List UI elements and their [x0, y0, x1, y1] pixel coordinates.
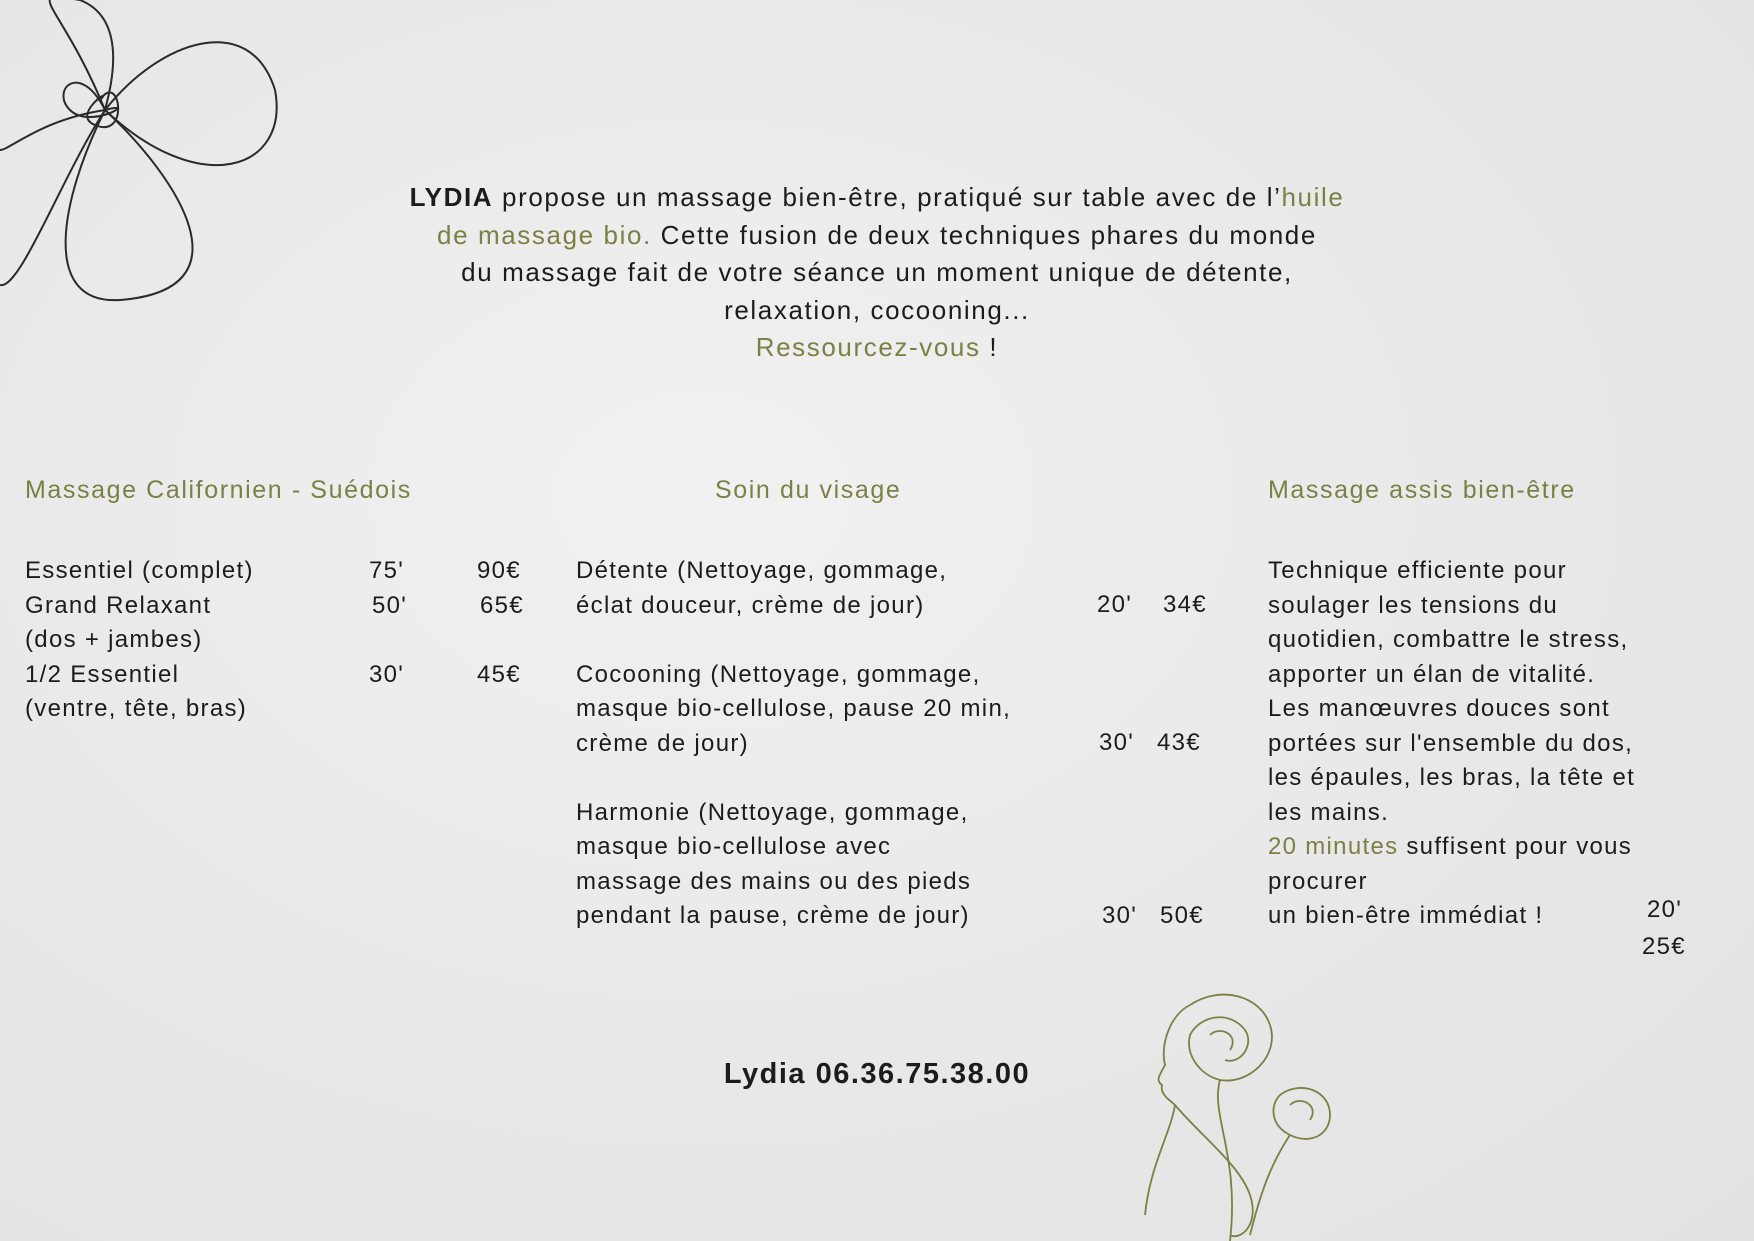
price-list-californien: [25, 554, 254, 727]
description-assis: [1268, 554, 1635, 934]
item-price: 25€: [1642, 933, 1686, 960]
section-title-assis: Massage assis bien-être: [1268, 476, 1576, 504]
intro-text: Cette fusion de deux techniques phares du monde: [651, 219, 1317, 250]
intro-highlight: huile: [1281, 182, 1345, 212]
description-line: les épaules, les bras, la tête et: [1268, 764, 1636, 791]
intro-text: du massage fait de votre séance un moment unique de détente,: [461, 257, 1293, 287]
item-description: Cocooning (Nettoyage, gommage,: [576, 660, 981, 688]
item-name: (dos + jambes): [25, 626, 203, 653]
intro-text: !: [980, 332, 999, 362]
item-description: crème de jour): [576, 729, 749, 757]
description-line: Technique efficiente pour: [1268, 557, 1567, 584]
intro-highlight: de massage bio.: [437, 219, 652, 250]
duration-highlight: 20 minutes: [1268, 833, 1399, 860]
item-description: masque bio-cellulose avec: [576, 833, 892, 860]
intro-highlight: Ressourcez-vous: [755, 332, 981, 362]
item-name: 1/2 Essentiel: [25, 660, 180, 688]
item-name: Essentiel (complet): [25, 557, 254, 584]
item-price: 34€: [1163, 591, 1207, 618]
prices-californien: [477, 554, 524, 692]
item-price: 90€: [477, 557, 521, 584]
item-description: Détente (Nettoyage, gommage,: [576, 557, 948, 584]
price-list-visage: [576, 554, 1011, 934]
item-description: pendant la pause, crème de jour): [576, 902, 970, 929]
item-name: (ventre, tête, bras): [25, 695, 248, 722]
description-line: portées sur l'ensemble du dos,: [1268, 729, 1634, 757]
description-line: quotidien, combattre le stress,: [1268, 626, 1629, 653]
intro-text: relaxation, cocooning...: [724, 294, 1030, 325]
section-title-visage: Soin du visage: [715, 476, 902, 504]
item-duration: 50': [372, 591, 408, 619]
item-description: massage des mains ou des pieds: [576, 867, 972, 895]
item-description: masque bio-cellulose, pause 20 min,: [576, 695, 1012, 722]
description-line: soulager les tensions du: [1268, 591, 1559, 619]
item-duration: 20': [1647, 896, 1683, 923]
item-price: 50€: [1160, 902, 1204, 929]
item-description: éclat douceur, crème de jour): [576, 591, 925, 619]
item-duration: 30': [1102, 902, 1138, 929]
woman-rose-illustration: [1130, 985, 1360, 1241]
item-duration: 30': [369, 660, 405, 688]
description-line: apporter un élan de vitalité.: [1268, 660, 1596, 688]
item-price: 43€: [1157, 729, 1201, 756]
description-line: un bien-être immédiat !: [1268, 902, 1544, 929]
durations-californien: [369, 554, 407, 692]
description-line: procurer: [1268, 867, 1368, 895]
item-duration: 20': [1097, 591, 1133, 618]
intro-paragraph: [0, 179, 1754, 367]
item-description: Harmonie (Nettoyage, gommage,: [576, 798, 969, 826]
description-line: les mains.: [1268, 798, 1390, 826]
item-price: 65€: [480, 591, 524, 619]
contact-phone: Lydia 06.36.75.38.00: [723, 1058, 1031, 1090]
item-duration: 75': [369, 557, 405, 584]
section-title-californien: Massage Californien - Suédois: [25, 476, 412, 504]
intro-text: propose un massage bien-être, pratiqué sur table avec de l’: [493, 182, 1282, 212]
item-name: Grand Relaxant: [25, 591, 212, 619]
description-line: Les manœuvres douces sont: [1268, 695, 1610, 722]
brand-name: LYDIA: [409, 182, 494, 212]
description-line: suffisent pour vous: [1398, 833, 1633, 860]
item-duration: 30': [1099, 729, 1135, 756]
item-price: 45€: [477, 660, 521, 688]
